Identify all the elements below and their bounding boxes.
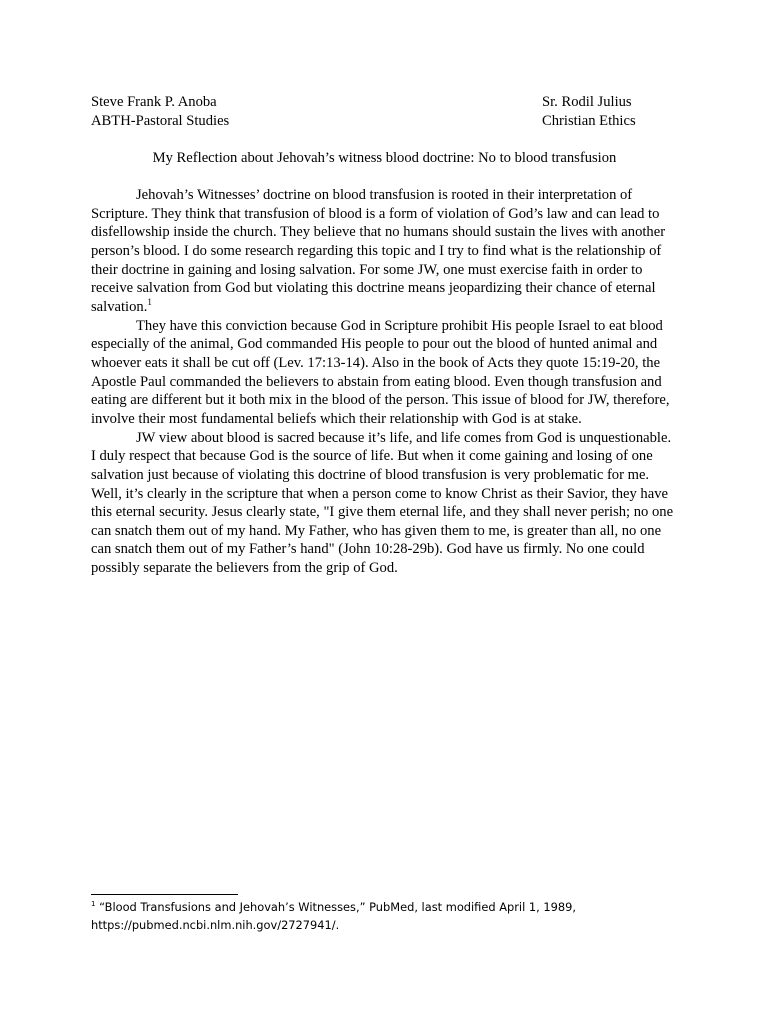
footnote-marker: 1 xyxy=(91,900,96,909)
paragraph-1 xyxy=(91,186,678,317)
footnote-separator xyxy=(91,894,238,895)
paragraph-2: They have this conviction because God in Scripture prohibit His people Israel to eat blood especially of the animal, God commanded His people to pour out the blood of hunted animal and whoever eats it shall be cut off (Lev. 17:13-14). Also in the book of Acts they quote 15:19-20, the Apostle Paul commanded the believers to abstain from eating blood. Even though transfusion and eating are different but it both mix in the blood of the person. This issue of blood for JW, therefore, involve their most fundamental beliefs which their relationship with God is at stake. xyxy=(91,317,670,427)
paragraph-3: JW view about blood is sacred because it’s life, and life comes from God is unquestionable. I duly respect that because God is the source of life. But when it come gaining and losing of one salvation just because of violating this doctrine of blood transfusion is very problematic for me. Well, it’s clearly in the scripture that when a person come to know Christ as their Savior, they have this eternal security. Jesus clearly state, "I give them eternal life, and they shall never perish; no one can snatch them out of my hand. My Father, who has given them to me, is greater than all, no one can snatch them out of my Father’s hand" (John 10:28-29b). God have us firmly. No one could possibly separate the believers from the grip of God. xyxy=(91,429,674,577)
paragraph-1-text: Jehovah’s Witnesses’ doctrine on blood transfusion is rooted in their interpretation of Scripture. They think that transfusion of blood is a form of violation of God’s law and can lead to disfellowship inside the church. They believe that no humans should sustain the lives with another person’s blood. I do some research regarding this topic and I try to find what is the relationship of their doctrine in gaining and losing salvation. For some JW, one must exercise faith in order to receive salvation from God but violating this doctrine means jeopardizing their chance of eternal salvation. xyxy=(91,187,666,315)
footnote-reference: 1 xyxy=(147,297,152,308)
document-title: My Reflection about Jehovah’s witness blood doctrine: No to blood transfusion xyxy=(152,150,617,166)
author-name: Steve Frank P. Anoba xyxy=(91,94,217,110)
instructor-name: Sr. Rodil Julius xyxy=(542,94,632,110)
footnote-text: “Blood Transfusions and Jehovah’s Witnesses,” PubMed, last modified April 1, 1989, https://pubmed.ncbi.nlm.nih.gov/2727941/. xyxy=(91,900,576,932)
author-program: ABTH-Pastoral Studies xyxy=(91,113,230,129)
document-body xyxy=(91,186,678,578)
footnote xyxy=(91,898,678,934)
course-name: Christian Ethics xyxy=(542,113,636,129)
